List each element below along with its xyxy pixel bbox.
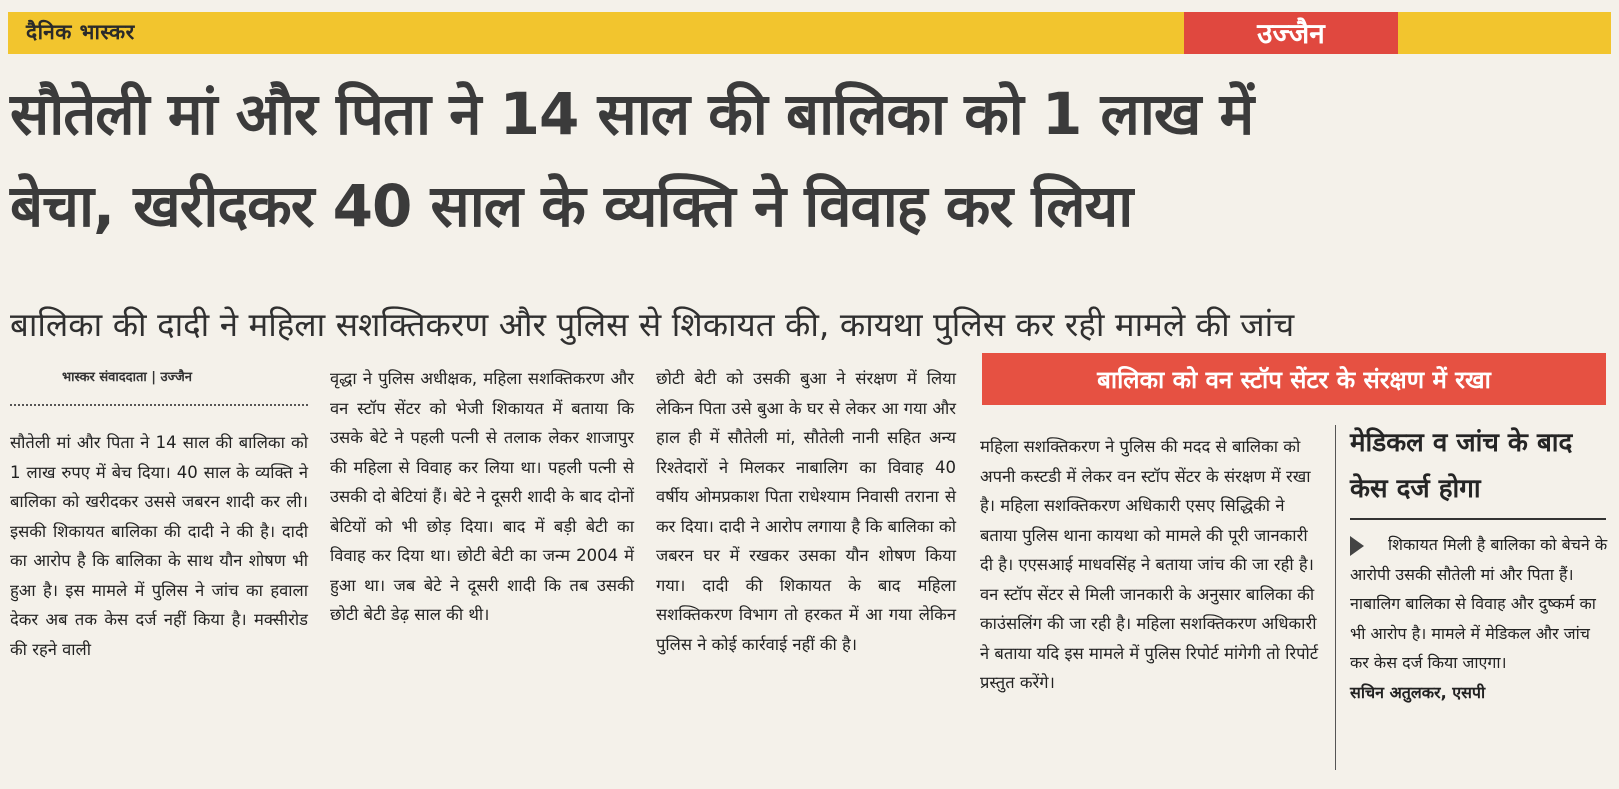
headline-line-2: बेचा, खरीदकर 40 साल के व्यक्ति ने विवाह कर लिया <box>10 172 1133 240</box>
article-column-4 <box>980 432 1322 698</box>
sidebar-title-rule <box>1350 518 1606 520</box>
headline <box>10 68 1610 252</box>
city-tag: उज्जैन <box>1184 12 1398 54</box>
paper-name: दैनिक भास्कर <box>26 20 135 44</box>
sidebar-title: मेडिकल व जांच के बाद केस दर्ज होगा <box>1350 428 1573 504</box>
byline: भास्कर संवाददाता | उज्जैन <box>62 370 192 385</box>
sidebar-quote: शिकायत मिली है बालिका को बेचने के आरोपी उसकी सौतेली मां और पिता हैं। नाबालिग बालिका से विवाह और दुष्कर्म का भी आरोप है। मामले में मेडिकल और जांच कर केस दर्ज किया जाएगा। <box>1350 535 1608 672</box>
article-text-3: छोटी बेटी को उसकी बुआ ने संरक्षण में लिया लेकिन पिता उसे बुआ के घर से लेकर आ गया और हाल ही में सौतेली मां, सौतेली नानी सहित अन्य रिश्तेदारों ने मिलकर नाबालिग का विवाह 40 वर्षीय ओमप्रकाश पिता राधेश्याम निवासी तराना से कर दिया। दादी ने आरोप लगाया है कि बालिका को जबरन घर में रखकर उसका यौन शोषण किया गया। दादी की शिकायत के बाद महिला सशक्तिकरण विभाग तो हरकत में आ गया लेकिन पुलिस ने कोई कार्रवाई नहीं की है। <box>656 369 956 654</box>
red-strip-heading: बालिका को वन स्टॉप सेंटर के संरक्षण में रखा <box>982 353 1606 405</box>
headline-line-1: सौतेली मां और पिता ने 14 साल की बालिका को 1 लाख में <box>10 80 1254 148</box>
subheadline: बालिका की दादी ने महिला सशक्तिकरण और पुलिस से शिकायत की, कायथा पुलिस कर रही मामले की जांच <box>10 305 1295 344</box>
sidebar-signature: सचिन अतुलकर, एसपी <box>1350 682 1486 702</box>
article-column-2 <box>330 364 634 630</box>
article-column-3 <box>656 364 956 659</box>
article-column-1 <box>10 428 308 664</box>
article-text-1: सौतेली मां और पिता ने 14 साल की बालिका को 1 लाख रुपए में बेच दिया। 40 साल के व्यक्ति ने बालिका को खरीदकर उससे जबरन शादी कर ली। इसकी शिकायत बालिका की दादी ने की है। दादी का आरोप है कि बालिका के साथ यौन शोषण भी हुआ है। इस मामले में पुलिस ने जांच का हवाला देकर अब तक केस दर्ज नहीं किया है। मक्सीरोड की रहने वाली <box>10 433 308 659</box>
sidebar-divider <box>1335 425 1336 770</box>
quote-arrow-icon <box>1350 536 1364 556</box>
byline-divider <box>10 404 308 406</box>
sidebar-box <box>1350 530 1608 707</box>
article-text-2: वृद्धा ने पुलिस अधीक्षक, महिला सशक्तिकरण और वन स्टॉप सेंटर को भेजी शिकायत में बताया कि उसके बेटे ने पहली पत्नी से तलाक लेकर शाजापुर की महिला से विवाह कर लिया था। पहली पत्नी से उसकी दो बेटियां हैं। बेटे ने दूसरी शादी के बाद दोनों बेटियों को भी छोड़ दिया। बाद में बड़ी बेटी का विवाह कर दिया था। छोटी बेटी का जन्म 2004 में हुआ था। जब बेटे ने दूसरी शादी कि तब उसकी छोटी बेटी डेढ़ साल की थी। <box>330 369 634 624</box>
article-text-4: महिला सशक्तिकरण ने पुलिस की मदद से बालिका को अपनी कस्टडी में लेकर वन स्टॉप सेंटर के संरक्षण में रखा है। महिला सशक्तिकरण अधिकारी एसए सिद्धिकी ने बताया पुलिस थाना कायथा को मामले की पूरी जानकारी दी है। एएसआई माधवसिंह ने बताया जांच की जा रही है। वन स्टॉप सेंटर से मिली जानकारी के अनुसार बालिका की काउंसलिंग की जा रही है। महिला सशक्तिकरण अधिकारी ने बताया यदि इस मामले में पुलिस रिपोर्ट मांगेगी तो रिपोर्ट प्रस्तुत करेंगे। <box>980 437 1319 692</box>
